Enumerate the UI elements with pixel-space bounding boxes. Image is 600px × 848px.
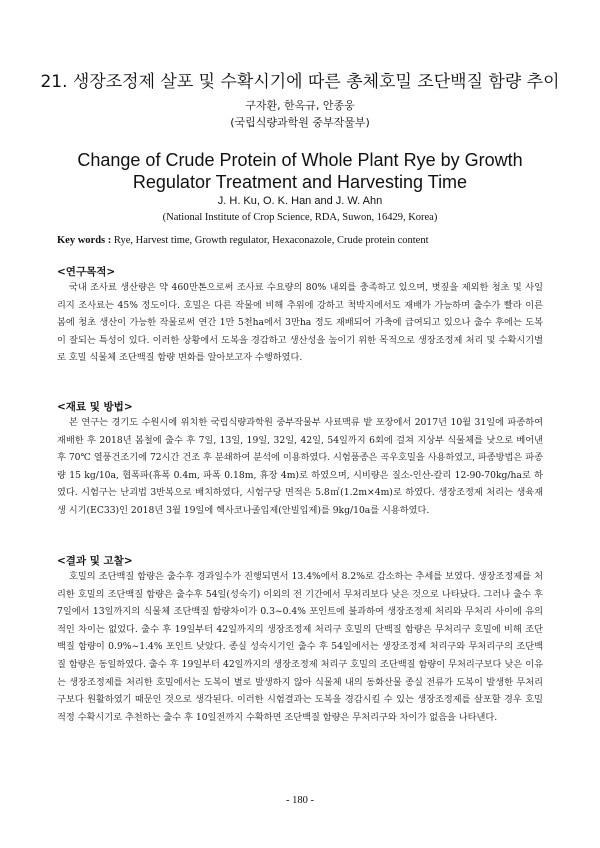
- korean-title: 21. 생장조정제 살포 및 수확시기에 따른 총체호밀 조단백질 함량 추이: [40, 72, 560, 92]
- section-heading-results: <결과 및 고찰>: [57, 555, 133, 567]
- korean-authors: 구자환, 한옥규, 안종웅: [245, 99, 355, 112]
- paragraph-purpose: 국내 조사료 생산량은 약 460만톤으로써 조사료 수요량의 80% 내외를 충족하고 있으며, 볏짚을 제외한 청초 및 사일리지 조사료는 45% 정도이다. 호밀은 다른 작물에 비해 추위에 강하고 척박지에서도 재배가 가능하며 출수가 빨라 이른 봄에 청초 생산이 가능한 작물로써 연간 1만 5천ha에서 3만ha 정도 재배되어 가축에 급여되고 있으나 출수 후에는 도복이 잘되는 특성이 있다. 이러한 상황에서 도복을 경감하고 생산성을 높이기 위한 목적으로 생장조정제 처리 및 수확시기별로 호밀 식물체 조단백질 함량 변화를 알아보고자 수행하였다.: [57, 282, 543, 364]
- keywords-text: Rye, Harvest time, Growth regulator, Hexaconazole, Crude protein content: [113, 235, 429, 246]
- korean-affiliation: (국립식량과학원 중부작물부): [230, 116, 370, 129]
- section-body-purpose: [57, 279, 543, 367]
- english-authors: J. H. Ku, O. K. Han and J. W. Ahn: [217, 195, 383, 207]
- section-heading-purpose: <연구목적>: [57, 266, 116, 278]
- page-number: - 180 -: [286, 795, 314, 806]
- section-heading-methods: <재료 및 방법>: [57, 401, 133, 413]
- keywords-line: [57, 233, 557, 248]
- english-title: Change of Crude Protein of Whole Plant Rye by Growth Regulator Treatment and Harvesting Time: [77, 150, 523, 192]
- paragraph-results: 호밀의 조단백질 함량은 출수후 경과일수가 진행되면서 13.4%에서 8.2%로 감소하는 추세를 보였다. 생장조정제를 처리한 호밀의 조단백질 함량은 출수후 54일(성숙기) 이외의 전 기간에서 무처리보다 낮은 것으로 나타났다. 그러나 출수 후 7일에서 13일까지의 식물체 조단백질 함량차이가 0.3~0.4% 포인트에 불과하여 생장조정제 처리와 무처리 사이에 유의적인 차이는 없었다. 출수 후 19일부터 42일까지의 생장조정제 처리구 호밀의 단백질 함량은 무처리구 호밀에 비해 조단백질 함량이 0.9%~1.4% 포인트 낮았다. 종실 성숙시기인 출수 후 54일에서는 생장조정제 처리구와 무처리구의 조단백질 함량은 동일하였다. 출수 후 19일부터 42일까지의 생장조정제 처리구 호밀의 조단백질 함량이 무처리구보다 낮은 이유는 생장조정제를 처리한 호밀에서는 도복이 별로 발생하지 않아 식물체 내의 동화산물 종실 전류가 도복이 발생한 무처리구보다 원활하였기 때문인 것으로 생각된다. 이러한 시험결과는 도복을 경감시킬 수 있는 생장조정제를 살포할 경우 호밀 적정 수확시기로 추천하는 출수 후 10일전까지 수확하면 조단백질 함량은 무처리구와 차이가 없음을 나타낸다.: [57, 571, 543, 723]
- section-body-methods: [57, 414, 543, 520]
- paragraph-methods: 본 연구는 경기도 수원시에 위치한 국립식량과학원 중부작물부 사료맥류 밭 포장에서 2017년 10월 31일에 파종하여 재배한 후 2018년 봄철에 출수 후 7일, 13일, 19일, 32일, 42일, 54일까지 6회에 걸쳐 지상부 식물체를 낫으로 베어낸 후 70℃ 열풍건조기에 72시간 건조 후 분쇄하여 분석에 이용하였다. 시험품종은 곡우호밀을 사용하였고, 파종방법은 파종량 15 kg/10a, 협폭파(휴폭 0.4m, 파폭 0.18m, 휴장 4m)로 하였으며, 시비량은 질소-인산-칼리 12-90-70kg/ha로 하였다. 시험구는 난괴법 3반복으로 배치하였다, 시험구당 면적은 5.8㎡(1.2m×4m)로 하였다. 생장조정제 처리는 생육재생 시기(EC33)인 2018년 3월 19일에 헥사코나졸입제(안빌입제)를 9kg/10a를 시용하였다.: [57, 417, 543, 516]
- english-affiliation: (National Institute of Crop Science, RDA, Suwon, 16429, Korea): [162, 212, 438, 223]
- section-body-results: [57, 568, 543, 726]
- keywords-label: Key words :: [57, 235, 112, 246]
